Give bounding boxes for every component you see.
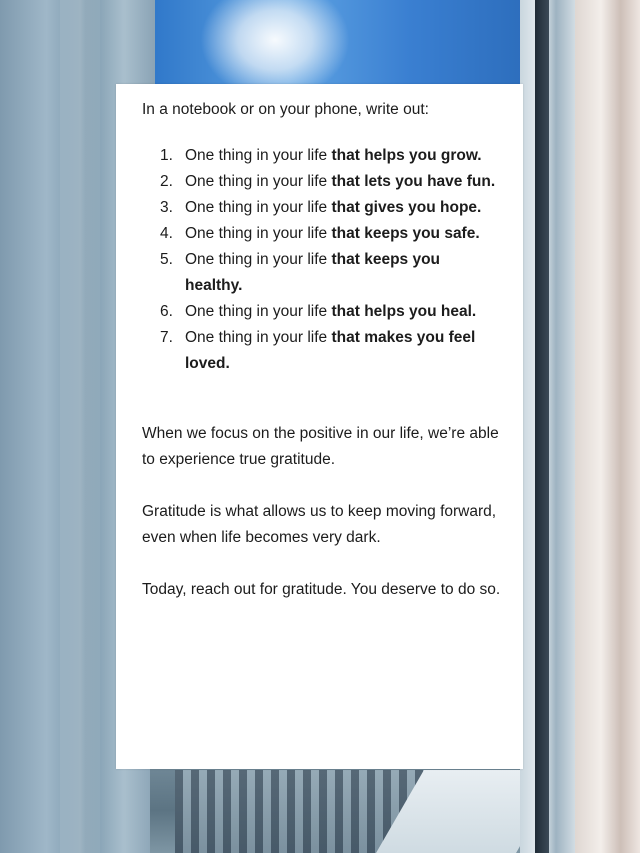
list-number: 6. (160, 303, 173, 320)
window-frame-edge (535, 0, 549, 853)
left-curtain-fold (60, 0, 100, 853)
list-item-bold: that helps you grow. (331, 147, 482, 164)
right-curtain (575, 0, 640, 853)
list-item-plain: One thing in your life (185, 251, 332, 268)
list-number: 3. (160, 199, 173, 216)
intro-text: In a notebook or on your phone, write out: (142, 101, 429, 118)
list-item-plain: One thing in your life (185, 199, 332, 216)
list-number: 2. (160, 173, 173, 190)
gratitude-list (142, 143, 501, 377)
list-item-plain: One thing in your life (185, 147, 332, 164)
list-item-plain: One thing in your life (185, 173, 332, 190)
paragraph-today: Today, reach out for gratitude. You deserve to do so. (142, 581, 501, 598)
list-item-plain: One thing in your life (185, 303, 332, 320)
list-item-bold: that gives you hope. (331, 199, 482, 216)
paragraph-positive: When we focus on the positive in our life, we’re able to experience true gratitude. (142, 425, 499, 468)
text-card (116, 84, 523, 769)
list-number: 5. (160, 251, 173, 268)
list-item (142, 143, 501, 169)
list-item (142, 169, 501, 195)
list-item (142, 325, 501, 377)
list-item-plain: One thing in your life (185, 225, 332, 242)
list-number: 7. (160, 329, 173, 346)
list-item-bold: that keeps you safe. (331, 225, 480, 242)
list-item-plain: One thing in your life (185, 329, 332, 346)
list-number: 1. (160, 147, 173, 164)
list-number: 4. (160, 225, 173, 242)
list-item-bold: that helps you heal. (331, 303, 477, 320)
list-item (142, 247, 501, 299)
paragraph-gratitude: Gratitude is what allows us to keep moving forward, even when life becomes very dark. (142, 503, 497, 546)
list-item-bold: that lets you have fun. (331, 173, 496, 190)
list-item-bold: that keeps you healthy. (185, 251, 441, 294)
list-item (142, 299, 501, 325)
list-item (142, 195, 501, 221)
list-item-bold: that makes you feel loved. (185, 329, 476, 372)
list-item (142, 221, 501, 247)
